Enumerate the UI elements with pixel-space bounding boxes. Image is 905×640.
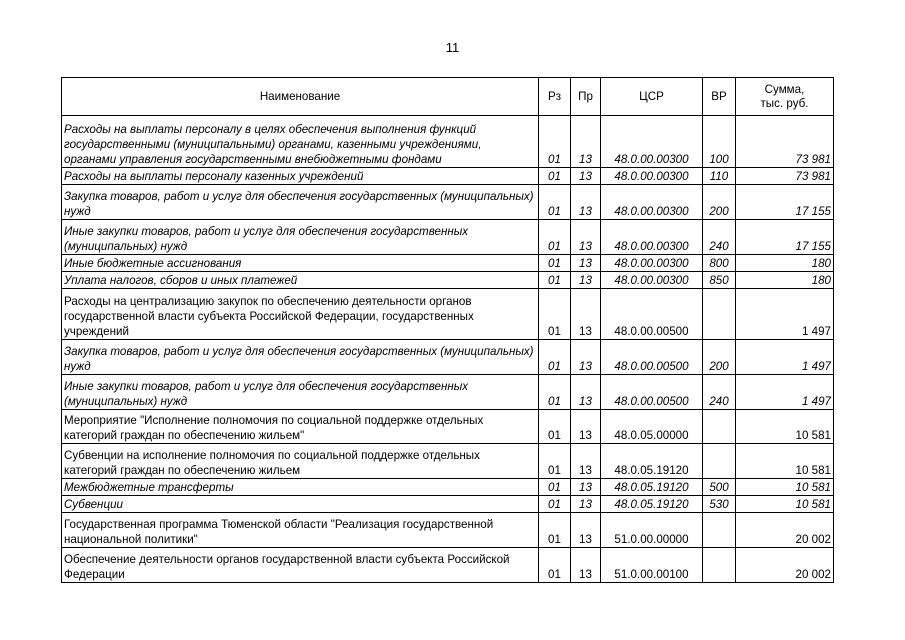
row-sum: 17 155 <box>736 220 834 255</box>
row-name: Субвенции <box>62 496 539 513</box>
row-name: Уплата налогов, сборов и иных платежей <box>62 272 539 289</box>
row-sum: 73 981 <box>736 168 834 185</box>
row-rz: 01 <box>539 289 571 340</box>
row-csr: 51.0.00.00000 <box>601 513 703 548</box>
table-row <box>62 220 834 255</box>
row-csr: 48.0.00.00300 <box>601 272 703 289</box>
row-pr: 13 <box>571 255 601 272</box>
row-csr: 48.0.00.00500 <box>601 289 703 340</box>
row-sum: 20 002 <box>736 548 834 583</box>
row-rz: 01 <box>539 410 571 444</box>
row-name: Мероприятие "Исполнение полномочия по социальной поддержке отдельных категорий граждан по обеспечению жильем" <box>62 410 539 444</box>
table-row <box>62 548 834 583</box>
row-sum: 17 155 <box>736 185 834 220</box>
row-vr: 110 <box>703 168 736 185</box>
row-csr: 51.0.00.00100 <box>601 548 703 583</box>
row-sum: 10 581 <box>736 444 834 479</box>
row-csr: 48.0.00.00300 <box>601 168 703 185</box>
row-vr: 800 <box>703 255 736 272</box>
row-name: Иные закупки товаров, работ и услуг для обеспечения государственных (муниципальных) нужд <box>62 375 539 410</box>
row-pr: 13 <box>571 185 601 220</box>
row-vr <box>703 410 736 444</box>
row-rz: 01 <box>539 220 571 255</box>
row-rz: 01 <box>539 496 571 513</box>
row-rz: 01 <box>539 548 571 583</box>
row-name: Межбюджетные трансферты <box>62 479 539 496</box>
row-name: Закупка товаров, работ и услуг для обеспечения государственных (муниципальных) нужд <box>62 340 539 375</box>
row-rz: 01 <box>539 375 571 410</box>
row-sum: 10 581 <box>736 496 834 513</box>
row-vr: 240 <box>703 220 736 255</box>
table-row <box>62 479 834 496</box>
row-name: Расходы на централизацию закупок по обеспечению деятельности органов государственной власти субъекта Российской Федерации, государственных учреждений <box>62 289 539 340</box>
row-pr: 13 <box>571 548 601 583</box>
table-row <box>62 340 834 375</box>
header-pr: Пр <box>571 78 601 116</box>
table-row <box>62 375 834 410</box>
row-vr: 200 <box>703 340 736 375</box>
row-sum: 10 581 <box>736 479 834 496</box>
row-vr: 200 <box>703 185 736 220</box>
row-pr: 13 <box>571 220 601 255</box>
row-vr <box>703 513 736 548</box>
table-row <box>62 255 834 272</box>
header-csr: ЦСР <box>601 78 703 116</box>
header-sum-line1: Сумма, <box>764 82 805 96</box>
row-csr: 48.0.05.19120 <box>601 496 703 513</box>
row-name: Государственная программа Тюменской области "Реализация государственной национальной политики" <box>62 513 539 548</box>
row-name: Расходы на выплаты персоналу казенных учреждений <box>62 168 539 185</box>
table-row <box>62 116 834 168</box>
row-csr: 48.0.05.19120 <box>601 444 703 479</box>
row-pr: 13 <box>571 340 601 375</box>
row-rz: 01 <box>539 168 571 185</box>
header-rz: Рз <box>539 78 571 116</box>
table-row <box>62 513 834 548</box>
row-csr: 48.0.00.00300 <box>601 220 703 255</box>
row-name: Закупка товаров, работ и услуг для обеспечения государственных (муниципальных) нужд <box>62 185 539 220</box>
table-row <box>62 410 834 444</box>
header-vr: ВР <box>703 78 736 116</box>
row-pr: 13 <box>571 479 601 496</box>
row-name: Иные закупки товаров, работ и услуг для обеспечения государственных (муниципальных) нужд <box>62 220 539 255</box>
row-vr <box>703 289 736 340</box>
row-sum: 73 981 <box>736 116 834 168</box>
row-name: Иные бюджетные ассигнования <box>62 255 539 272</box>
page-number: 11 <box>445 40 460 55</box>
table-header-row <box>62 78 834 116</box>
row-pr: 13 <box>571 513 601 548</box>
table-row <box>62 444 834 479</box>
row-vr <box>703 444 736 479</box>
row-rz: 01 <box>539 185 571 220</box>
row-csr: 48.0.00.00500 <box>601 340 703 375</box>
row-pr: 13 <box>571 289 601 340</box>
row-csr: 48.0.00.00300 <box>601 185 703 220</box>
row-vr: 100 <box>703 116 736 168</box>
row-rz: 01 <box>539 444 571 479</box>
row-vr: 240 <box>703 375 736 410</box>
row-rz: 01 <box>539 479 571 496</box>
row-vr: 850 <box>703 272 736 289</box>
row-vr <box>703 548 736 583</box>
row-sum: 1 497 <box>736 375 834 410</box>
row-pr: 13 <box>571 410 601 444</box>
table-row <box>62 496 834 513</box>
row-sum: 180 <box>736 255 834 272</box>
row-pr: 13 <box>571 496 601 513</box>
row-csr: 48.0.05.19120 <box>601 479 703 496</box>
row-vr: 530 <box>703 496 736 513</box>
row-csr: 48.0.00.00300 <box>601 255 703 272</box>
row-csr: 48.0.00.00300 <box>601 116 703 168</box>
row-rz: 01 <box>539 272 571 289</box>
row-csr: 48.0.00.00500 <box>601 375 703 410</box>
row-vr: 500 <box>703 479 736 496</box>
budget-table <box>61 77 834 583</box>
table-row <box>62 168 834 185</box>
row-sum: 10 581 <box>736 410 834 444</box>
row-pr: 13 <box>571 116 601 168</box>
row-pr: 13 <box>571 375 601 410</box>
row-sum: 1 497 <box>736 340 834 375</box>
row-sum: 180 <box>736 272 834 289</box>
row-name: Обеспечение деятельности органов государственной власти субъекта Российской Федерации <box>62 548 539 583</box>
row-rz: 01 <box>539 340 571 375</box>
table-row <box>62 185 834 220</box>
row-csr: 48.0.05.00000 <box>601 410 703 444</box>
row-sum: 1 497 <box>736 289 834 340</box>
row-rz: 01 <box>539 116 571 168</box>
table-row <box>62 289 834 340</box>
row-rz: 01 <box>539 255 571 272</box>
row-pr: 13 <box>571 168 601 185</box>
row-pr: 13 <box>571 272 601 289</box>
row-name: Субвенции на исполнение полномочия по социальной поддержке отдельных категорий граждан по обеспечению жильем <box>62 444 539 479</box>
row-rz: 01 <box>539 513 571 548</box>
table-row <box>62 272 834 289</box>
row-pr: 13 <box>571 444 601 479</box>
header-sum <box>736 78 834 116</box>
header-sum-line2: тыс. руб. <box>760 96 809 110</box>
row-sum: 20 002 <box>736 513 834 548</box>
header-name: Наименование <box>62 78 539 116</box>
row-name: Расходы на выплаты персоналу в целях обеспечения выполнения функций государственными (муниципальными) органами, казенными учреждениями, органами управления государственными внебюджетными фондами <box>62 116 539 168</box>
